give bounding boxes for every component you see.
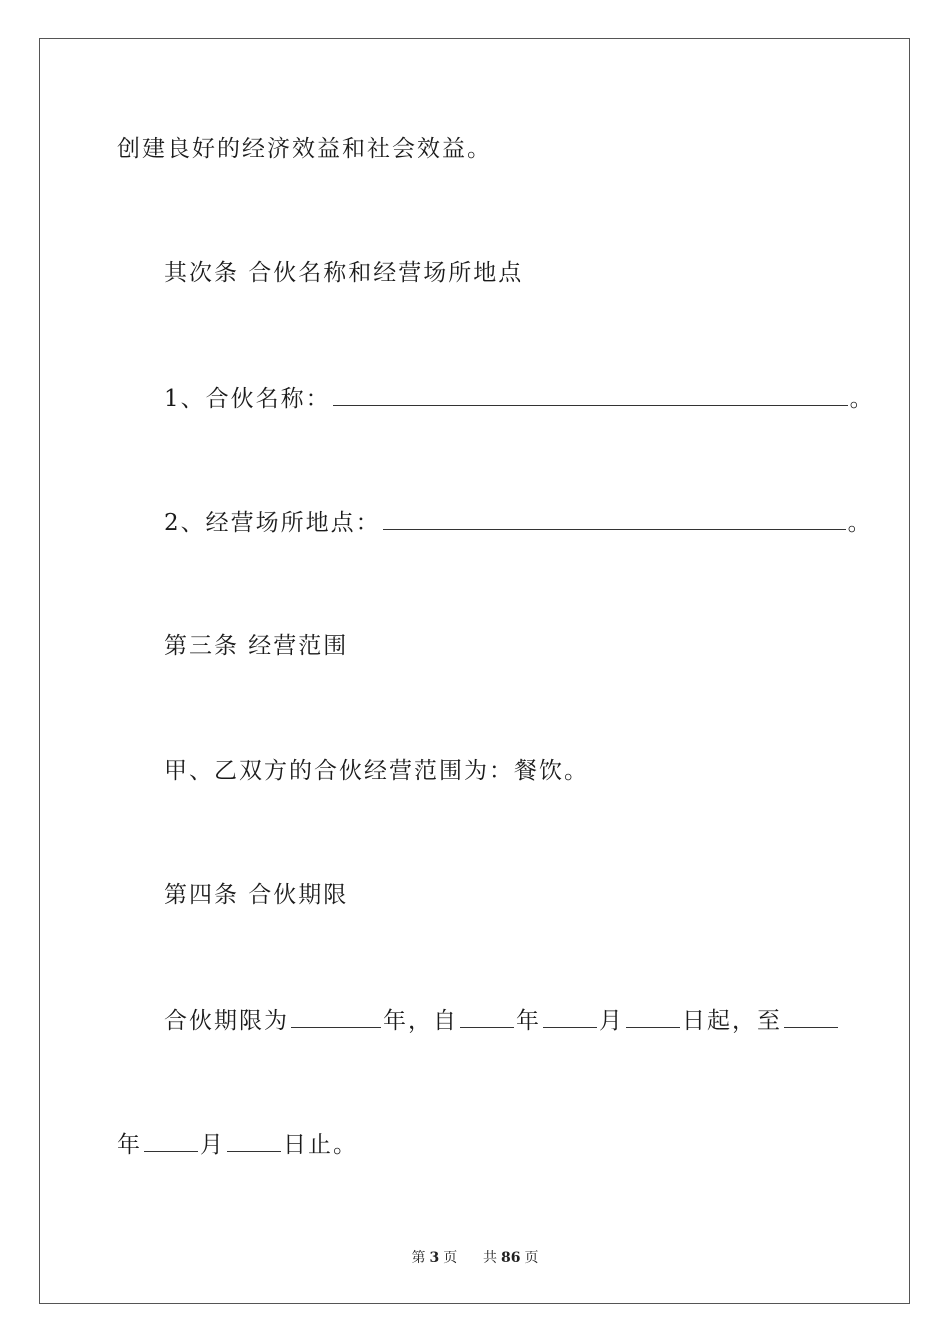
page-footer: [0, 1247, 950, 1267]
total-prefix: 共: [483, 1250, 498, 1266]
start-day-blank[interactable]: [626, 1005, 680, 1028]
partnership-term-end-line: [117, 1129, 358, 1160]
field-label: 1、合伙名称：: [164, 386, 331, 412]
partnership-name-blank[interactable]: [333, 383, 848, 406]
business-address-blank[interactable]: [383, 507, 846, 530]
page-indicator: [409, 1250, 459, 1266]
end-day-blank[interactable]: [227, 1129, 281, 1152]
heading-text: 第四条 合伙期限: [164, 882, 349, 908]
business-address-line: [164, 507, 873, 538]
term-text: 月: [200, 1132, 225, 1158]
start-year-blank[interactable]: [460, 1005, 514, 1028]
total-pages: 86: [501, 1250, 521, 1266]
paragraph-intro-end: [117, 134, 492, 164]
term-text: 年: [516, 1008, 541, 1034]
term-text: 年: [117, 1132, 142, 1158]
term-text: 日止。: [283, 1132, 358, 1158]
paragraph-text: 甲、乙双方的合伙经营范围为：餐饮。: [164, 758, 589, 784]
page-number: 3: [429, 1250, 440, 1266]
term-text: 月: [599, 1008, 624, 1034]
start-month-blank[interactable]: [543, 1005, 597, 1028]
line-end: 。: [849, 386, 875, 412]
term-text: 日起，至: [682, 1008, 782, 1034]
total-indicator: [481, 1250, 540, 1266]
page-prefix: 第: [411, 1250, 426, 1266]
term-text: 合伙期限为: [164, 1008, 289, 1034]
end-year-blank[interactable]: [784, 1005, 838, 1028]
business-scope-paragraph: [164, 756, 589, 786]
article-2-heading: [164, 258, 523, 288]
term-years-blank[interactable]: [291, 1005, 381, 1028]
partnership-term-line: [164, 1005, 840, 1036]
partnership-name-line: [164, 383, 875, 414]
heading-text: 第三条 经营范围: [164, 633, 349, 659]
page-frame: [39, 38, 910, 1304]
paragraph-text: 创建良好的经济效益和社会效益。: [117, 136, 492, 162]
end-month-blank[interactable]: [144, 1129, 198, 1152]
term-text: 年，自: [383, 1008, 458, 1034]
article-4-heading: [164, 880, 348, 910]
article-3-heading: [164, 631, 348, 661]
line-end: 。: [847, 510, 873, 536]
field-label: 2、经营场所地点：: [164, 510, 381, 536]
heading-text: 其次条 合伙名称和经营场所地点: [164, 260, 524, 286]
page-suffix: 页: [443, 1250, 458, 1266]
total-suffix: 页: [524, 1250, 539, 1266]
